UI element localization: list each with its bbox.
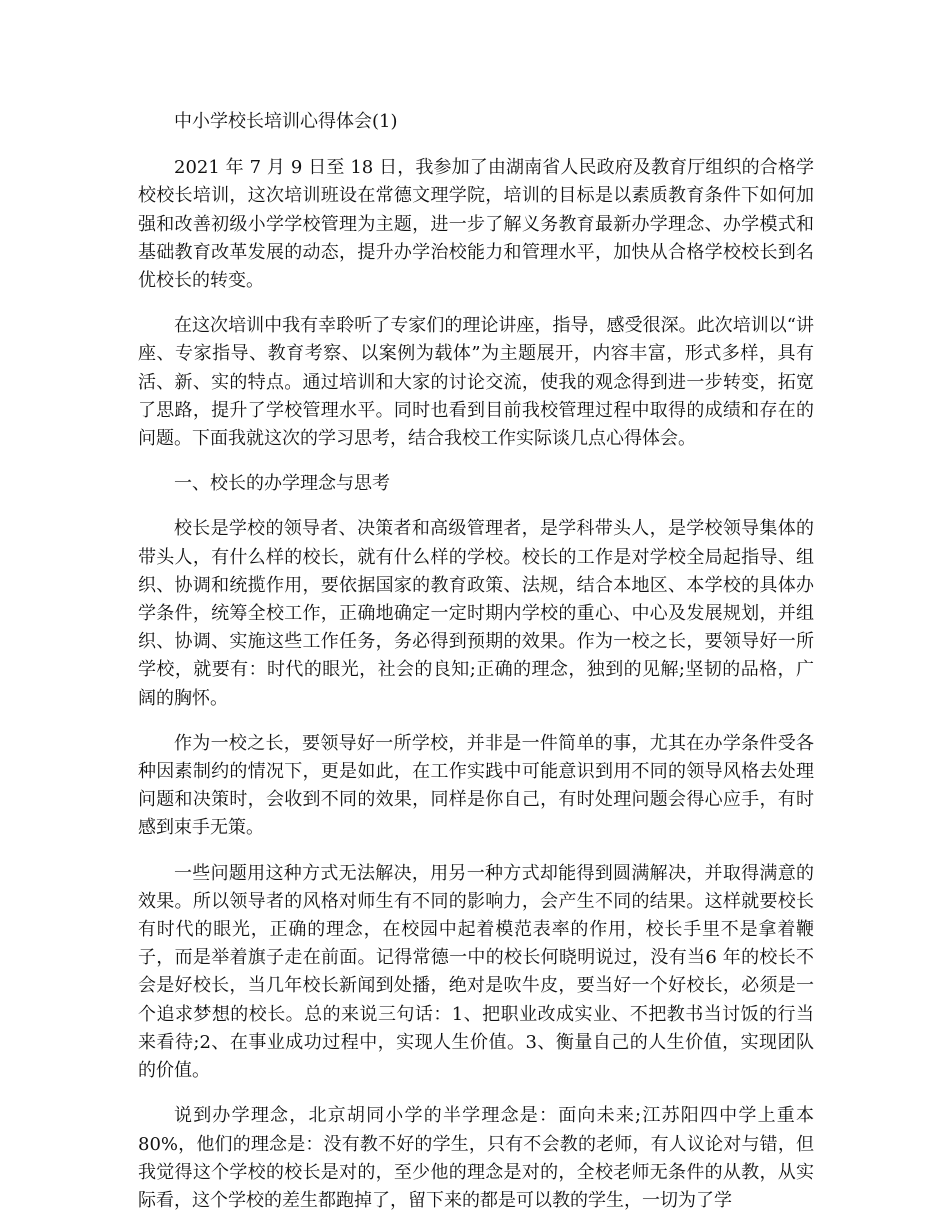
document-title: 中小学校长培训心得体会(1) — [174, 111, 398, 132]
paragraph-intro: 2021 年 7 月 9 日至 18 日，我参加了由湖南省人民政府及教育厅组织的合格学校校长培训，这次培训班设在常德文理学院，培训的目标是以素质教育条件下如何加强和改善初级小学学校管理为主题，进一步了解义务教育最新办学理念、办学模式和基础教育改革发展的动态，提升办学治校能力和管理水平，加快从合格学校校长到名优校长的转变。 — [138, 157, 814, 292]
paragraph-leadership-style: 作为一校之长，要领导好一所学校，并非是一件简单的事，尤其在办学条件受各种因素制约的情况下，更是如此，在工作实践中可能意识到用不同的领导风格去处理问题和决策时，会收到不同的效果，同样是你自己，有时处理问题会得心应手，有时感到束手无策。 — [138, 732, 814, 839]
paragraph-school-philosophy: 说到办学理念，北京胡同小学的半学理念是：面向未来;江苏阳四中学上重本80%，他们的理念是：没有教不好的学生，只有不会教的老师，有人议论对与错，但我觉得这个学校的校长是对的，至少他的理念是对的，全校老师无条件的从教，从实际看，这个学校的差生都跑掉了，留下来的都是可以教的学生，一切为了学 — [138, 1105, 814, 1211]
paragraph-leadership-effects: 一些问题用这种方式无法解决，用另一种方式却能得到圆满解决，并取得满意的效果。所以领导者的风格对师生有不同的影响力，会产生不同的结果。这样就要校长有时代的眼光，正确的理念，在校园中起着模范表率的作用，校长手里不是拿着鞭子，而是举着旗子走在前面。记得常德一中的校长何晓明说过，没有当6 年的校长不会是好校长，当几年校长新闻到处播，绝对是吹牛皮，要当好一个好校长，必须是一个追求梦想的校长。总的来说三句话：1、把职业改成实业、不把教书当讨饭的行当来看待;2、在事业成功过程中，实现人生价值。3、衡量自己的人生价值，实现团队的价值。 — [138, 862, 814, 1082]
paragraph-training-impressions: 在这次培训中我有幸聆听了专家们的理论讲座，指导，感受很深。此次培训以“讲座、专家指导、教育考察、以案例为载体”为主题展开，内容丰富，形式多样，具有活、新、实的特点。通过培训和大家的讨论交流，使我的观念得到进一步转变，拓宽了思路，提升了学校管理水平。同时也看到目前我校管理过程中取得的成绩和存在的问题。下面我就这次的学习思考，结合我校工作实际谈几点心得体会。 — [138, 315, 814, 450]
document-body — [138, 108, 814, 1232]
section-heading: 一、校长的办学理念与思考 — [174, 473, 390, 495]
paragraph-principal-role: 校长是学校的领导者、决策者和高级管理者，是学科带头人，是学校领导集体的带头人，有什么样的校长，就有什么样的学校。校长的工作是对学校全局起指导、组织、协调和统揽作用，要依据国家的教育政策、法规，结合本地区、本学校的具体办学条件，统筹全校工作，正确地确定一定时期内学校的重心、中心及发展规划，并组织、协调、实施这些工作任务，务必得到预期的效果。作为一校之长，要领导好一所学校，就要有：时代的眼光，社会的良知;正确的理念，独到的见解;坚韧的品格，广阔的胸怀。 — [138, 518, 814, 709]
